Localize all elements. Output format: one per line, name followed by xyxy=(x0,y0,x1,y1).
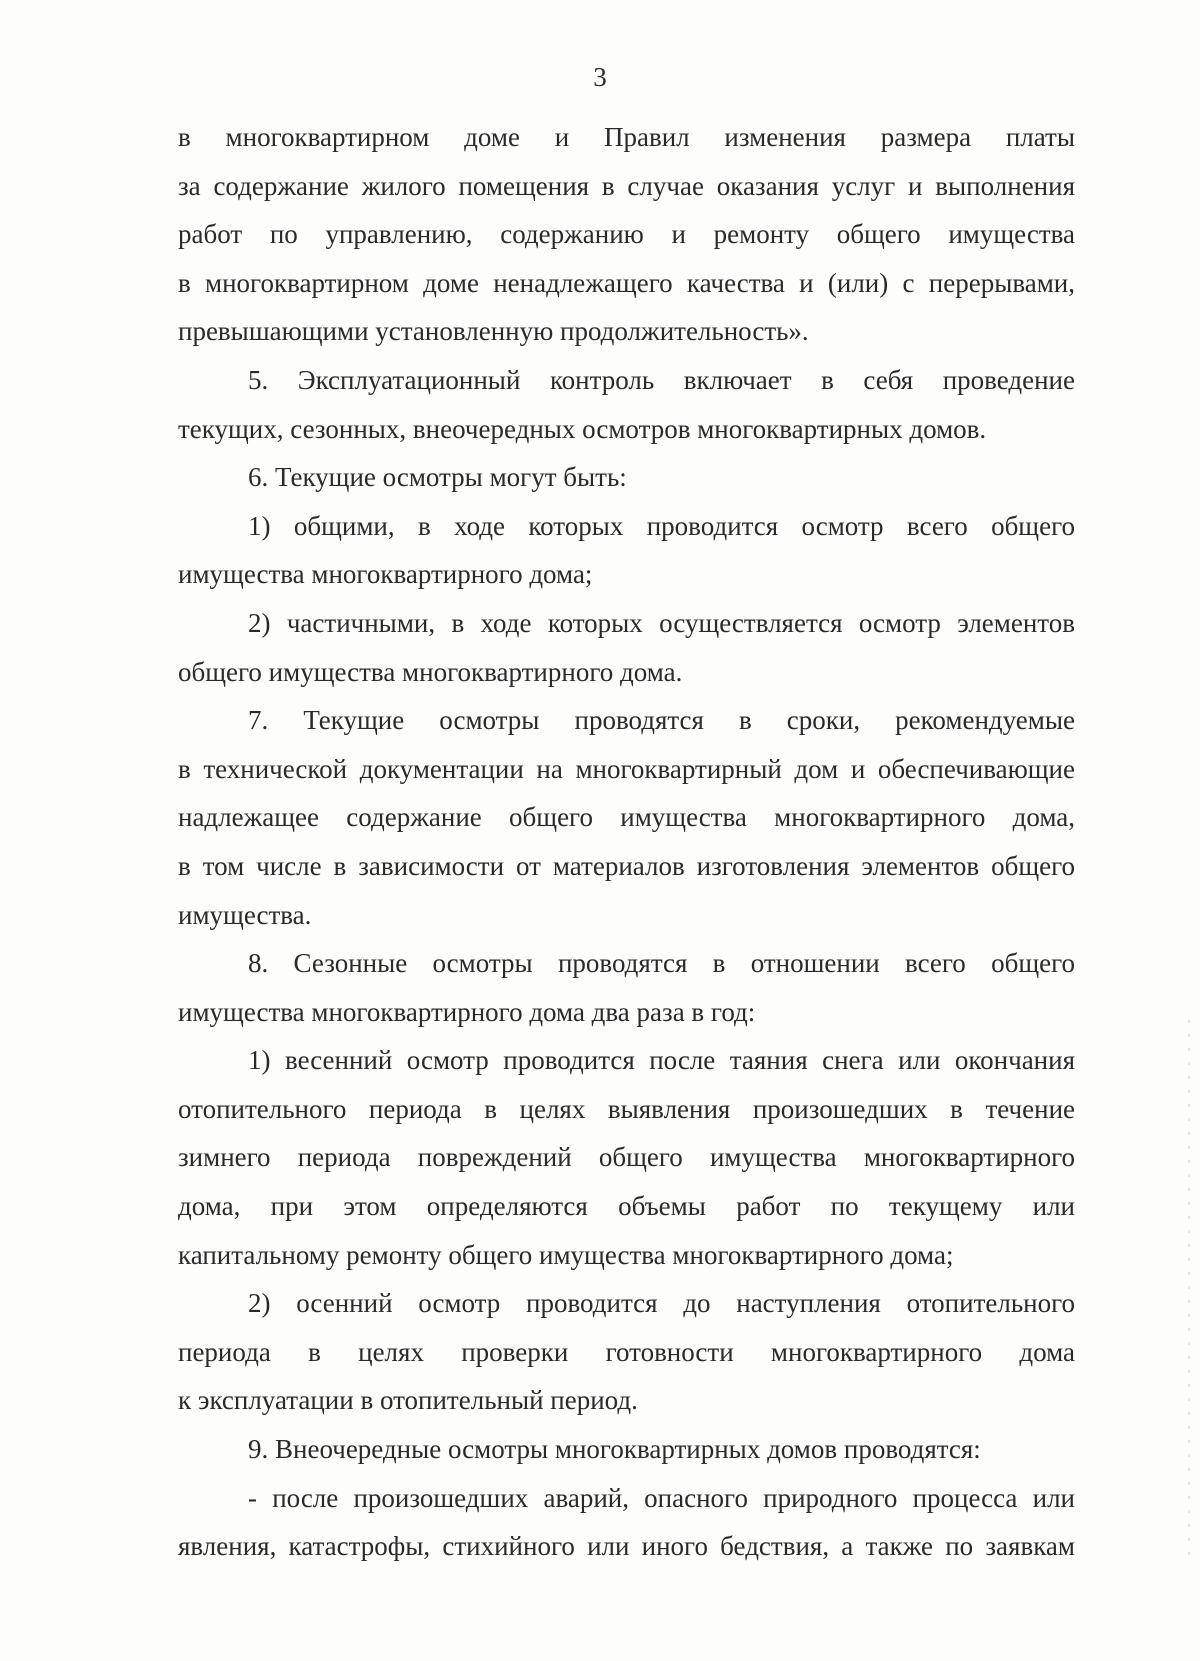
list-item-line: 2) осенний осмотр проводится до наступления отопительного xyxy=(248,1288,1075,1319)
text-line: имущества. xyxy=(178,899,312,930)
list-item-line: - после произошедших аварий, опасного природного процесса или xyxy=(248,1482,1075,1513)
paragraph-5-line: 5. Эксплуатационный контроль включает в себя проведение xyxy=(248,364,1075,395)
text-line: отопительного периода в целях выявления произошедших в течение xyxy=(178,1093,1075,1124)
text-line: в том числе в зависимости от материалов изготовления элементов общего xyxy=(178,850,1075,881)
list-item-line: 1) весенний осмотр проводится после таяния снега или окончания xyxy=(248,1045,1075,1076)
text-line: общего имущества многоквартирного дома. xyxy=(178,656,683,687)
document-body xyxy=(178,113,1075,1571)
text-line: периода в целях проверки готовности многоквартирного дома xyxy=(178,1336,1075,1367)
paragraph-8-line: 8. Сезонные осмотры проводятся в отношении всего общего xyxy=(248,948,1075,979)
list-item-line: 1) общими, в ходе которых проводится осмотр всего общего xyxy=(248,510,1075,541)
text-line: текущих, сезонных, внеочередных осмотров многоквартирных домов. xyxy=(178,413,987,444)
page-number: 3 xyxy=(593,62,607,92)
text-line: за содержание жилого помещения в случае оказания услуг и выполнения xyxy=(178,170,1075,201)
text-line: в технической документации на многоквартирный дом и обеспечивающие xyxy=(178,753,1075,784)
list-item-line: 2) частичными, в ходе которых осуществляется осмотр элементов xyxy=(248,607,1075,638)
text-line: к эксплуатации в отопительный период. xyxy=(178,1385,638,1416)
paragraph-7-line: 7. Текущие осмотры проводятся в сроки, рекомендуемые xyxy=(248,705,1075,736)
text-line: превышающими установленную продолжительность». xyxy=(178,316,809,347)
text-line: в многоквартирном доме и Правил изменения размера платы xyxy=(178,122,1075,152)
text-line: явления, катастрофы, стихийного или иного бедствия, а также по заявкам xyxy=(178,1531,1075,1562)
text-line: зимнего периода повреждений общего имущества многоквартирного xyxy=(178,1142,1075,1173)
text-line: имущества многоквартирного дома; xyxy=(178,559,593,590)
text-line: надлежащее содержание общего имущества многоквартирного дома, xyxy=(178,802,1075,833)
text-line: работ по управлению, содержанию и ремонту общего имущества xyxy=(178,219,1075,250)
paragraph-9-line: 9. Внеочередные осмотры многоквартирных домов проводятся: xyxy=(248,1434,981,1465)
text-line: капитальному ремонту общего имущества многоквартирного дома; xyxy=(178,1239,954,1270)
text-line: в многоквартирном доме ненадлежащего качества и (или) с перерывами, xyxy=(178,267,1075,298)
paragraph-6-line: 6. Текущие осмотры могут быть: xyxy=(248,462,627,493)
text-line: имущества многоквартирного дома два раза в год: xyxy=(178,996,756,1027)
text-line: дома, при этом определяются объемы работ по текущему или xyxy=(178,1191,1075,1222)
scan-artifact xyxy=(1188,1020,1190,1560)
